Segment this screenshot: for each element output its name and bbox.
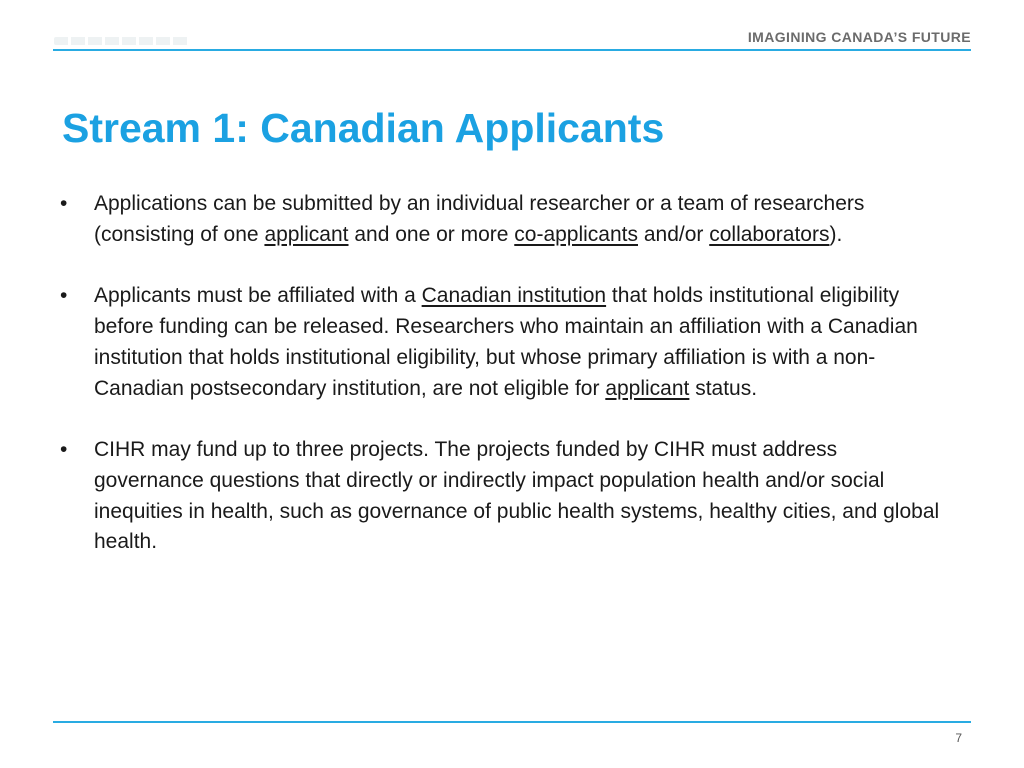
bullet-icon: • [60,192,68,215]
bullet-text: Applicants must be affiliated with a [94,284,422,308]
bullet-text: CIHR may fund up to three projects. The projects funded by CIHR must address governance questions that directly or indirectly impact population health and/or social inequities in health, such as governance of public health systems, healthy cities, and global health. [94,438,940,554]
link-applicant-status[interactable]: applicant [605,376,690,400]
page-number: 7 [955,731,962,745]
header-label: IMAGINING CANADA’S FUTURE [747,29,971,45]
link-collaborators[interactable]: collaborators [709,222,830,246]
header-logo-faint [54,37,190,45]
bullet-text: and one or more [348,222,515,246]
bullet-text: ). [829,222,843,246]
link-co-applicants[interactable]: co-applicants [514,222,638,246]
bullet-cihr-funding [60,435,940,558]
link-canadian-institution[interactable]: Canadian institution [421,284,607,308]
bullet-text: status. [689,376,758,400]
footer-divider [53,721,971,723]
bullet-applications [60,189,940,250]
bullet-text: that holds institutional eligibility before funding can be released. Researchers who maintain an affiliation with a Canadian institution that holds institutional eligibility, but whose primary affiliation is with a non-Canadian postsecondary institution, are not eligible for [94,284,918,400]
bullet-icon: • [60,284,68,308]
bullet-text: and/or [638,222,710,246]
bullet-text: Applications can be submitted by an individual researcher or a team of researchers (consisting of one [94,192,865,246]
link-applicant[interactable]: applicant [264,222,349,246]
slide-title: Stream 1: Canadian Applicants [62,105,665,151]
bullet-affiliation [60,281,940,404]
bullet-list [60,189,940,589]
header-divider [53,49,971,51]
bullet-icon: • [60,438,68,462]
